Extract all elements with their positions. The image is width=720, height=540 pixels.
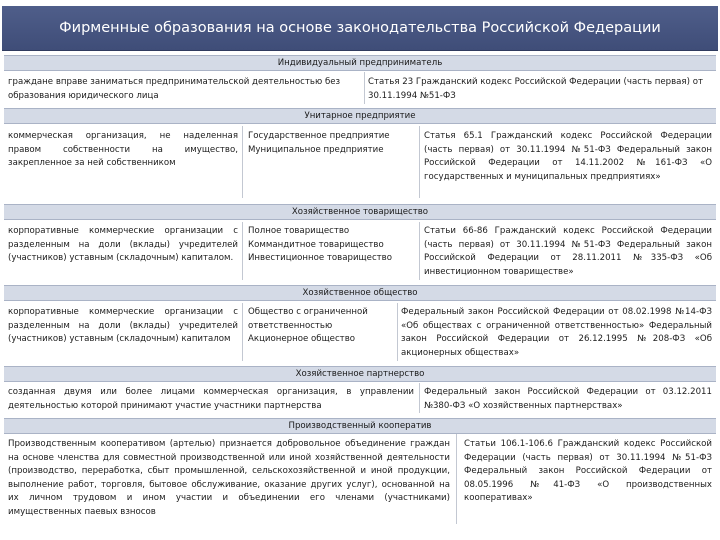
column-divider <box>242 303 243 361</box>
cooperative-law: Статьи 106.1-106.6 Гражданский кодекс Российской Федерации (часть первая) от 30.11.1994 №51-ФЗ Федеральный закон Российской Федерации от 08.05.1996 №41-ФЗ «О производственных кооперативах» <box>464 439 712 503</box>
section-header-individual-entrepreneur: Индивидуальный предприниматель <box>4 55 716 71</box>
column-divider <box>419 126 420 198</box>
ip-law: Статья 23 Гражданский кодекс Российской Федерации (часть первая) от 30.11.1994 №51-ФЗ <box>368 77 703 101</box>
column-divider <box>242 126 243 198</box>
econ-partnership-law: Федеральный закон Российской Федерации от 03.12.2011 №380-ФЗ «О хозяйственных партнерствах» <box>424 387 712 411</box>
society-forms: Общество с ограниченной ответственностью Акционерное общество <box>248 307 368 344</box>
column-divider <box>419 383 420 413</box>
slide-title: Фирменные образования на основе законодательства Российской Федерации <box>2 6 718 50</box>
unitary-law: Статья 65.1 Гражданский кодекс Российской Федерации (часть первая) от 30.11.1994 №51-ФЗ Федеральный закон Российской Федерации от 14.11.2002 №161-ФЗ «О государственных и муниципальных предприятиях» <box>424 131 712 182</box>
section-header-production-cooperative: Производственный кооператив <box>4 418 716 434</box>
column-divider <box>242 222 243 280</box>
column-divider <box>364 72 365 104</box>
column-divider <box>456 434 457 524</box>
unitary-forms: Государственное предприятие Муниципальное предприятие <box>248 131 390 155</box>
econ-partnership-description: созданная двумя или более лицами коммерческая организация, в управлении деятельностью которой принимают участие участники партнерства <box>8 387 414 411</box>
unitary-description: коммерческая организация, не наделенная правом собственности на имущество, закрепленное за ней собственником <box>8 131 238 168</box>
ip-description: граждане вправе заниматься предпринимательской деятельностью без образования юридического лица <box>8 77 341 101</box>
column-divider <box>419 222 420 280</box>
section-header-business-partnership: Хозяйственное товарищество <box>4 204 716 220</box>
column-divider <box>397 303 398 361</box>
section-header-business-company: Хозяйственное общество <box>4 285 716 301</box>
society-description: корпоративные коммерческие организации с разделенным на доли (вклады) учредителей (участников) уставным (складочным) капиталом <box>8 307 238 344</box>
partnership-description: корпоративные коммерческие организации с разделенным на доли (вклады) учредителей (участников) уставным (складочным) капиталом. <box>8 226 238 263</box>
partnership-forms: Полное товарищество Коммандитное товарищество Инвестиционное товарищество <box>248 226 392 263</box>
section-header-unitary-enterprise: Унитарное предприятие <box>4 108 716 124</box>
cooperative-description: Производственным кооперативом (артелью) признается добровольное объединение граждан на основе членства для совместной производственной или иной хозяйственной деятельности (производство, переработка, сбыт промышленной, сельскохозяйственной и иной продукции, выполнение работ, торговля, бытовое обслуживание, оказание других услуг), основанной на их личном трудовом и ином участии и объединении его членами (участниками) имущественных паевых взносов <box>8 439 450 517</box>
society-law: Федеральный закон Российской Федерации от 08.02.1998 №14-ФЗ «Об обществах с ограниченной ответственностью» Федеральный закон Российской Федерации от 26.12.1995 №208-ФЗ «Об акционерных обществах» <box>401 307 712 358</box>
section-header-economic-partnership: Хозяйственное партнерство <box>4 366 716 382</box>
partnership-law: Статьи 66-86 Гражданский кодекс Российской Федерации (часть первая) от 30.11.1994 №51-ФЗ Федеральный закон Российской Федерации от 28.11.2011 №335-ФЗ «Об инвестиционном товариществе» <box>424 226 712 277</box>
